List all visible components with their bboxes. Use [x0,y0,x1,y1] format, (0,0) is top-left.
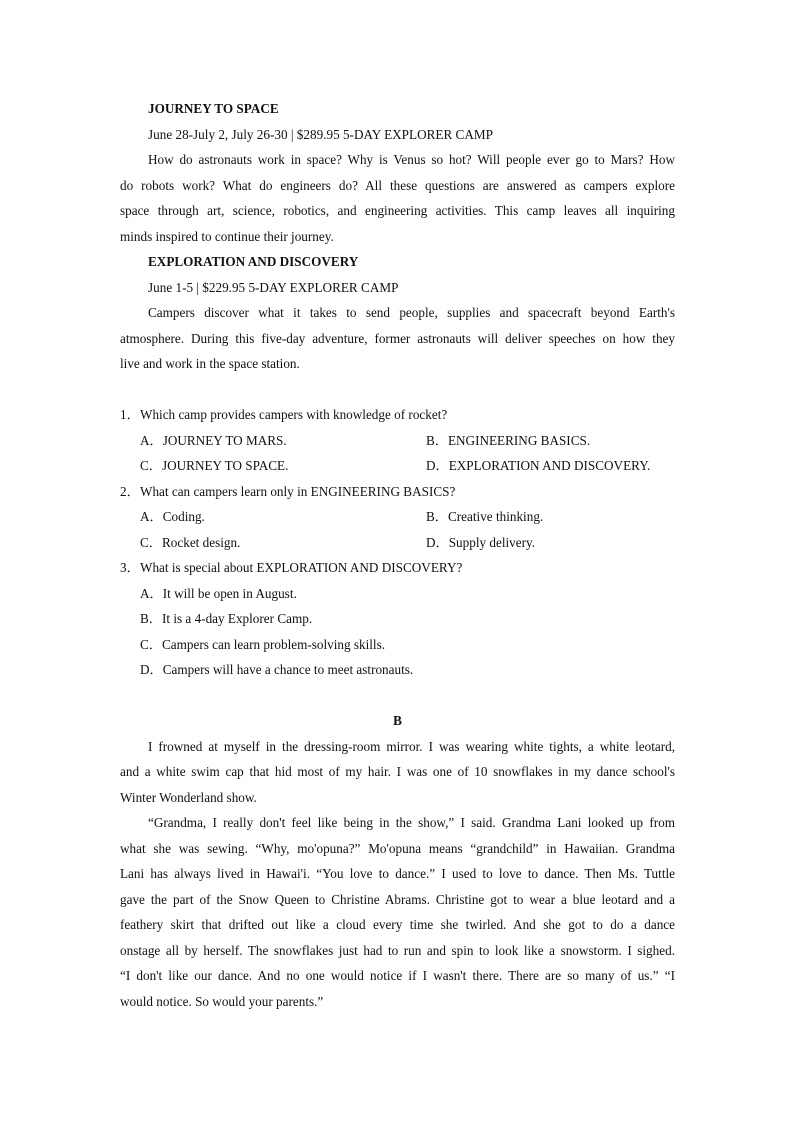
camp2-desc-line: live and work in the space station. [120,356,300,371]
story-line: “I don't like our dance. And no one would notice if I wasn't there. There are so many of us.” “I [120,968,675,983]
camp2-title: EXPLORATION AND DISCOVERY [148,254,359,269]
option-d[interactable]: D．EXPLORATION AND DISCOVERY. [426,458,651,473]
camp2-info: June 1-5 | $229.95 5-DAY EXPLORER CAMP [148,279,399,295]
question-number: 3． [120,560,140,575]
question-2 [120,479,675,505]
option-a[interactable]: A．It will be open in August. [140,585,297,601]
story-line: what she was sewing. “Why, mo'opuna?” Mo'opuna means “grandchild” in Hawaiian. Grandma [120,840,675,856]
option-c[interactable]: C．Rocket design. [140,534,241,550]
question-1-options-row [120,428,675,454]
question-1 [120,402,675,428]
story-line: Lani has always lived in Hawai'i. “You love to dance.” I used to love to dance. Then Ms. Tuttle [120,866,675,881]
question-3 [120,555,675,581]
section-b-heading: B [393,713,402,728]
story-line: feathery skirt that drifted out like a cloud every time she twirled. And she got to do a dance [120,917,675,932]
option-c[interactable]: C．JOURNEY TO SPACE. [140,458,289,473]
question-1-options-row [120,453,675,479]
option-b[interactable]: B．It is a 4-day Explorer Camp. [140,611,313,626]
question-number: 1． [120,407,140,422]
document-page [120,96,675,1014]
camp1-info: June 28-July 2, July 26-30 | $289.95 5-DAY EXPLORER CAMP [148,126,493,142]
story-line: onstage all by herself. The snowflakes just had to run and spin to look like a snowstorm. I sighed. [120,942,675,958]
option-b[interactable]: B．Creative thinking. [426,509,544,524]
option-d[interactable]: D．Campers will have a chance to meet astronauts. [140,662,414,677]
question-text: What can campers learn only in ENGINEERING BASICS? [140,483,456,499]
question-number: 2． [120,483,140,499]
camp1-desc-line: minds inspired to continue their journey. [120,228,334,244]
story-line: Winter Wonderland show. [120,789,257,805]
question-2-options-row [120,504,675,530]
story-line: I frowned at myself in the dressing-room mirror. I was wearing white tights, a white leotard, [148,738,675,754]
camp2-desc-line: atmosphere. During this five-day adventure, former astronauts will deliver speeches on how they [120,330,675,346]
option-a[interactable]: A．JOURNEY TO MARS. [140,432,287,448]
option-b[interactable]: B．ENGINEERING BASICS. [426,432,591,448]
camp1-title: JOURNEY TO SPACE [148,101,279,116]
camp1-desc-line: How do astronauts work in space? Why is Venus so hot? Will people ever go to Mars? How [148,152,675,167]
story-line: and a white swim cap that hid most of my hair. I was one of 10 snowflakes in my dance school's [120,764,675,779]
camp1-desc-line: do robots work? What do engineers do? All these questions are answered as campers explore [120,177,675,193]
option-c[interactable]: C．Campers can learn problem-solving skills. [140,636,386,652]
question-2-options-row [120,530,675,556]
spacer [120,683,675,709]
story-line: “Grandma, I really don't feel like being in the show,” I said. Grandma Lani looked up from [148,815,675,830]
spacer [120,377,675,403]
option-a[interactable]: A．Coding. [140,509,205,524]
option-d[interactable]: D．Supply delivery. [426,534,536,550]
camp2-desc-line: Campers discover what it takes to send people, supplies and spacecraft beyond Earth's [148,305,675,320]
question-text: Which camp provides campers with knowledge of rocket? [140,407,448,422]
story-line: gave the part of the Snow Queen to Christine Abrams. Christine got to wear a blue leotard and a [120,891,675,907]
story-line: would notice. So would your parents.” [120,993,324,1009]
question-text: What is special about EXPLORATION AND DISCOVERY? [140,560,463,575]
camp1-desc-line: space through art, science, robotics, and engineering activities. This camp leaves all inquiring [120,203,675,218]
